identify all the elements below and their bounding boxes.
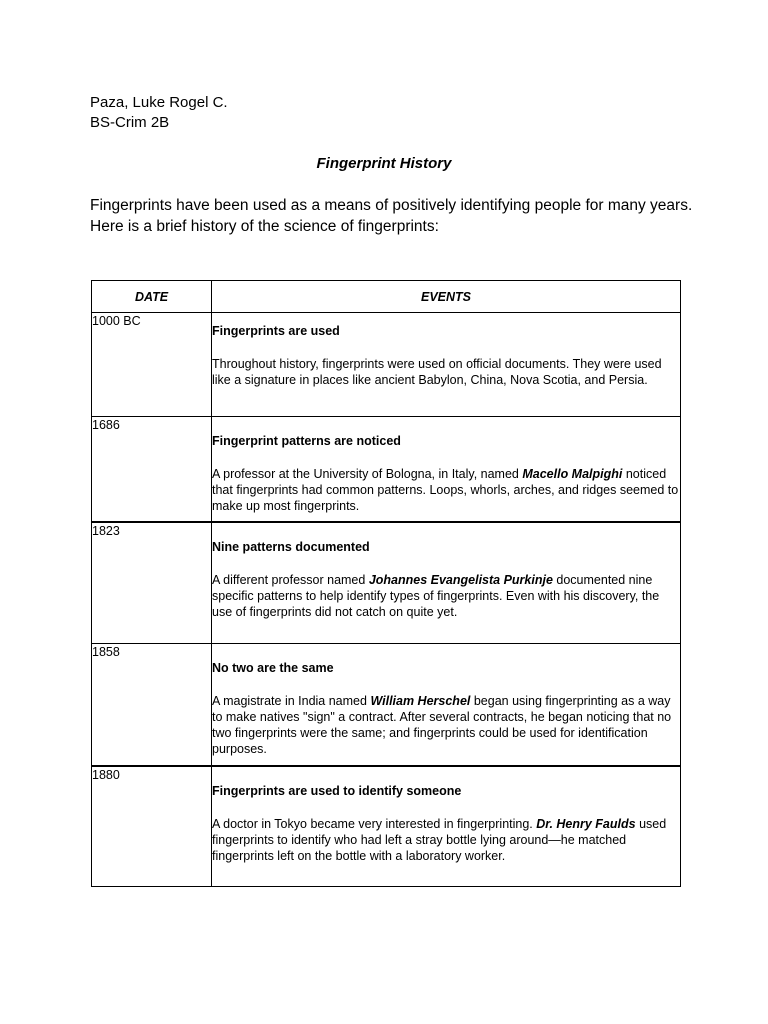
events-column-header: EVENTS bbox=[212, 281, 681, 313]
table-header-row bbox=[92, 281, 681, 313]
event-cell bbox=[212, 644, 681, 766]
event-description bbox=[212, 816, 680, 864]
event-text: documented nine specific patterns to help identify types of fingerprints. Even with his discovery, the use of fingerprints did not catch on quite yet. bbox=[212, 572, 660, 619]
person-name: Macello Malpighi bbox=[522, 467, 623, 481]
event-description bbox=[212, 572, 680, 620]
event-text: used fingerprints to identify who had left a stray bottle lying around—he matched fingerprints left on the bottle with a laboratory worker. bbox=[212, 816, 667, 863]
event-date: 1000 BC bbox=[92, 313, 212, 417]
event-date: 1686 bbox=[92, 417, 212, 522]
table-row bbox=[92, 417, 681, 522]
event-heading: Nine patterns documented bbox=[212, 539, 370, 554]
event-description bbox=[212, 466, 680, 514]
event-text: noticed that fingerprints had common patterns. Loops, whorls, arches, and ridges seemed to make up most fingerprints. bbox=[212, 467, 679, 513]
date-column-header: DATE bbox=[92, 281, 212, 313]
person-name: Dr. Henry Faulds bbox=[536, 816, 636, 831]
document-title: Fingerprint History bbox=[316, 155, 452, 172]
event-heading: Fingerprint patterns are noticed bbox=[212, 434, 401, 448]
intro-paragraph bbox=[90, 195, 692, 237]
event-text: began using fingerprinting as a way to make natives "sign" a contract. After several contracts, he began noticing that no two fingerprints were the same; and fingerprints could be used for identification purposes. bbox=[212, 694, 672, 756]
person-name: William Herschel bbox=[370, 694, 471, 708]
event-heading: Fingerprints are used bbox=[212, 324, 340, 338]
event-cell bbox=[212, 417, 681, 522]
course-section: BS-Crim 2B bbox=[90, 114, 170, 131]
event-text: A professor at the University of Bologna, in Italy, named bbox=[212, 467, 523, 481]
table-row bbox=[92, 313, 681, 417]
event-date: 1823 bbox=[92, 522, 212, 644]
event-text: Throughout history, fingerprints were used on official documents. They were used like a signature in places like ancient Babylon, China, Nova Scotia, and Persia. bbox=[212, 357, 662, 387]
intro-line: Fingerprints have been used as a means of positively identifying people for many years. bbox=[90, 197, 693, 214]
table-row bbox=[92, 644, 681, 766]
event-text: A magistrate in India named bbox=[212, 694, 371, 708]
author-block bbox=[90, 93, 228, 133]
history-table bbox=[91, 280, 681, 887]
event-cell bbox=[212, 313, 681, 417]
event-text: A doctor in Tokyo became very interested in fingerprinting. bbox=[212, 816, 537, 831]
event-description bbox=[212, 356, 680, 388]
event-cell bbox=[212, 522, 681, 644]
person-name: Johannes Evangelista Purkinje bbox=[368, 572, 553, 587]
event-date: 1858 bbox=[92, 644, 212, 766]
event-heading: No two are the same bbox=[212, 661, 334, 675]
event-heading: Fingerprints are used to identify someone bbox=[212, 783, 462, 798]
table-row bbox=[92, 766, 681, 887]
event-cell bbox=[212, 766, 681, 887]
table-row bbox=[92, 522, 681, 644]
event-date: 1880 bbox=[92, 766, 212, 887]
event-text: A different professor named bbox=[212, 572, 369, 587]
author-name: Paza, Luke Rogel C. bbox=[90, 94, 228, 111]
intro-line: Here is a brief history of the science of fingerprints: bbox=[90, 218, 439, 235]
event-description bbox=[212, 693, 680, 757]
